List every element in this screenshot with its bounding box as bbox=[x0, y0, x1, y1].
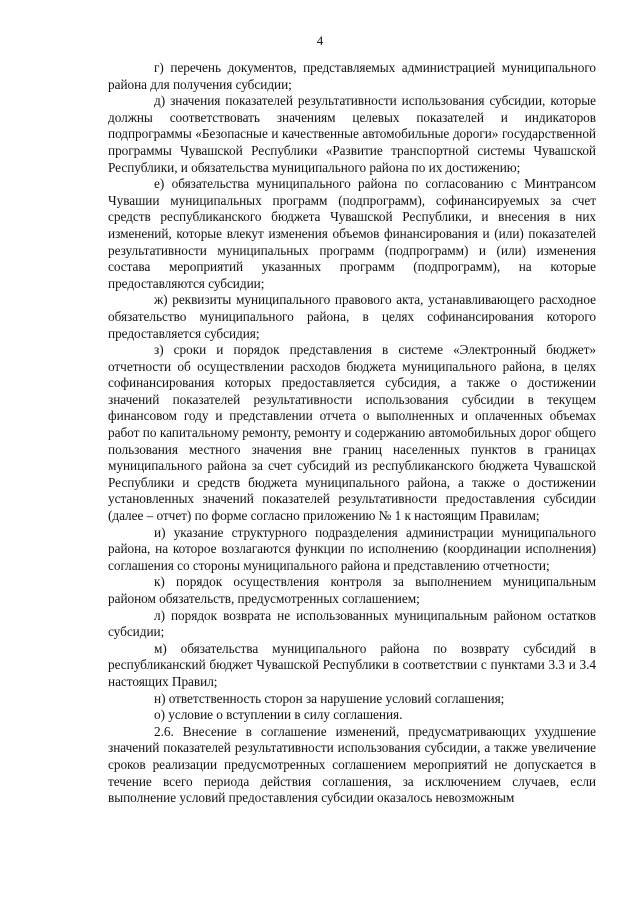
paragraph-n: н) ответственность сторон за нарушение условий соглашения; bbox=[154, 690, 505, 706]
page-number: 4 bbox=[316, 33, 324, 48]
document-body bbox=[108, 60, 596, 807]
paragraph-k: к) порядок осуществления контроля за выполнением муниципальным районом обязательств, предусмотренных соглашением; bbox=[108, 574, 596, 606]
paragraph-l: л) порядок возврата не использованных муниципальным районом остатков субсидии; bbox=[108, 607, 596, 640]
paragraph-2-6: 2.6. Внесение в соглашение изменений, предусматривающих ухудшение значений показателей результативности использования субсидии, а также увеличение сроков реализации предусмотренных соглашением мероприятий не допускается в течение всего периода действия соглашения, за исключением случаев, если выполнение условий предоставления субсидии оказалось невозможным bbox=[108, 723, 596, 806]
paragraph-d: д) значения показателей результативности использования субсидии, которые должны соответствовать значениям целевых показателей и индикаторов подпрограммы «Безопасные и качественные автомобильные дороги» государственной программы Чувашской Республики «Развитие транспортной системы Чувашской Республики, и обязательства муниципального района по их достижению; bbox=[108, 93, 596, 175]
paragraph-o: о) условие о вступлении в силу соглашения. bbox=[154, 707, 403, 723]
paragraph-g: г) перечень документов, представляемых администрацией муниципального района для получения субсидии; bbox=[108, 60, 596, 92]
paragraph-i: и) указание структурного подразделения администрации муниципального района, на которое возлагаются функции по исполнению (координации исполнения) соглашения со стороны муниципального района и представлению отчетности; bbox=[108, 524, 596, 573]
paragraph-zh: ж) реквизиты муниципального правового акта, устанавливающего расходное обязательство муниципального района, в целях софинансирования которого предоставляется субсидия; bbox=[108, 292, 596, 341]
paragraph-e: е) обязательства муниципального района по согласованию с Минтрансом Чувашии муниципальных программ (подпрограмм), софинансируемых за счет средств республиканского бюджета Чувашской Республики, и внесения в них изменений, которые влекут изменения объемов финансирования и (или) показателей результативности муниципальных программ (подпрограмм) и (или) изменения состава мероприятий указанных программ (подпрограмм), на которые предоставляются субсидии; bbox=[108, 176, 596, 291]
paragraph-m: м) обязательства муниципального района по возврату субсидий в республиканский бюджет Чувашской Республики в соответствии с пунктами 3.3 и 3.4 настоящих Правил; bbox=[108, 640, 596, 689]
paragraph-z: з) сроки и порядок представления в системе «Электронный бюджет» отчетности об осуществлении расходов бюджета муниципального района, в целях софинансирования которых предоставляется субсидия, а также о достижении значений показателей результативности использования субсидии в текущем финансовом году и представлении отчета о выполненных и оплаченных объемах работ по капитальному ремонту, ремонту и содержанию автомобильных дорог общего пользования местного значения вне границ населенных пунктов в границах муниципального района за счет субсидий из республиканского бюджета Чувашской Республики и средств бюджета муниципального района, а также о достижении установленных значений показателей результативности предоставления субсидии (далее – отчет) по форме согласно приложению № 1 к настоящим Правилам; bbox=[108, 342, 596, 524]
